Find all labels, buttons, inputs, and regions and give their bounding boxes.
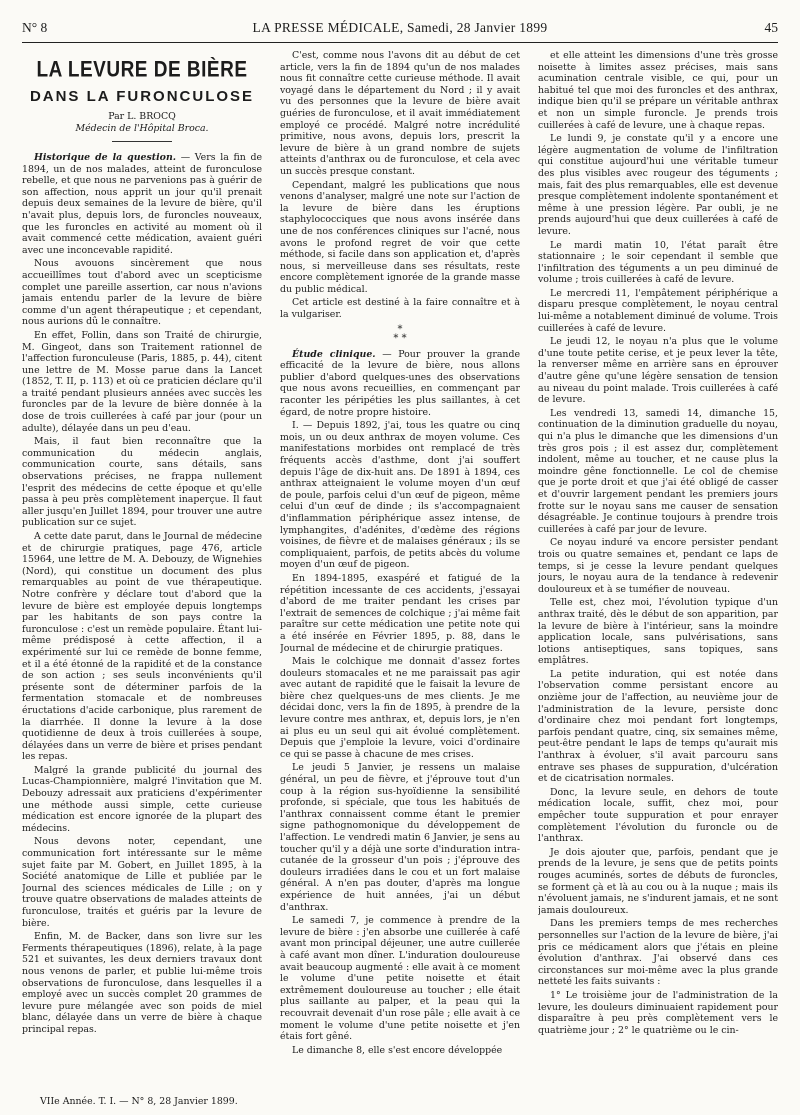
paragraph-text: Le jeudi 5 Janvier, je ressens un malaise général, un peu de fièvre, et j'éprouve tout d'un coup à la région sus-hyoïdienne la sensibilité profonde, si spéciale, que tous les habitués de l'anthrax connaissent comme étant le premier signe pathognomonique du développement de l'affection. Le vendredi matin 6 Janvier, je sens au toucher qu'il y a déjà une sorte d'induration intra-cutanée de la grosseur d'un pois ; j'éprouve des douleurs irradiées dans le cou et un fort malaise général. A n'en pas douter, d'après ma longue expérience de huit années, j'ai un début d'anthrax. [280, 762, 520, 913]
paragraph-text: Cependant, malgré les publications que nous venons d'analyser, malgré une note sur l'action de la levure de bière dans les éruptions staphylococciques que nous avons insérée dans une de nos conférences cliniques sur l'acné, nous avons le profond regret de voir que cette méthode, si facile dans son application et, d'après nous, si merveilleuse dans ses résultats, reste encore complètement ignorée de la grande masse du public médical. [280, 179, 520, 295]
paragraph-text: Dans les premiers temps de mes recherches personnelles sur l'action de la levure de bière, j'ai pris ce médicament alors que j'étais en pleine évolution d'anthrax. J'ai observé dans ces circonstances sur moi-même avec la plus grande netteté les faits suivants : [538, 918, 778, 988]
column-2-body-top [280, 50, 520, 321]
paragraph-text: Nous devons noter, cependant, une communication fort intéressante sur le même sujet faite par M. Gobert, en Juillet 1895, à la Société anatomique de Lille et publiée par le Journal des sciences médicales de Lille ; on y trouve quatre observations de malades atteints de furonculose, traités et guéris par la levure de bière. [22, 836, 262, 929]
column-1 [22, 50, 262, 1089]
paragraph-text: I. — Depuis 1892, j'ai, tous les quatre ou cinq mois, un ou deux anthrax de moyen volume. Ces manifestations morbides ont remplacé de très fréquents accès d'asthme, dont j'ai souffert depuis l'âge de dix-huit ans. De 1891 à 1894, ces anthrax atteignaient le volume moyen d'un œuf de poule, parfois celui d'un œuf de pigeon, même celui d'un œuf de dinde ; ils s'accompagnaient d'inflammation périphérique assez intense, de lymphangites, d'adénites, d'œdème des régions voisines, de fièvre et de malaises généraux ; ils se compliquaient, parfois, de petits abcès du volume moyen d'un œuf de pigeon. [280, 420, 520, 571]
paragraph [538, 240, 778, 286]
paragraph-text: Telle est, chez moi, l'évolution typique d'un anthrax traité, dès le début de son apparition, par la levure de bière à l'intérieur, sans la moindre application locale, sans pulvérisations, sans lotions antiseptiques, sans topiques, sans emplâtres. [538, 597, 778, 667]
paragraph [538, 133, 778, 237]
paragraph-text: Les vendredi 13, samedi 14, dimanche 15, continuation de la diminution graduelle du noyau, qui n'a plus le dimanche que les dimensions d'un très gros pois ; il est assez dur, complètement indolent, même au toucher, et ne cause plus la moindre gêne fonctionnelle. Le col de chemise que je porte droit et que j'ai été obligé de casser et d'ouvrir largement pendant les premiers jours frotte sur le noyau sans me causer de sensation désagréable. Je continue toujours à prendre trois cuillerées à café par jour de levure. [538, 407, 778, 535]
paragraph-text: La petite induration, qui est notée dans l'observation comme persistant encore au onzième jour de l'affection, au neuvième jour de l'administration de la levure, persiste donc d'ordinaire chez moi pendant fort longtemps, parfois pendant quatre, cinq, six semaines même, peut-être pendant le laps de temps qu'aurait mis l'anthrax à évoluer, s'il avait parcouru sans entrave ses phases de suppuration, d'ulcération et de cicatrisation normales. [538, 668, 778, 785]
paragraph [538, 50, 778, 131]
title-rule [112, 141, 172, 142]
column-1-body [22, 152, 262, 1036]
section-heading: Historique de la question. [34, 152, 177, 163]
section-separator-stars: * * * [393, 323, 407, 344]
paragraph [22, 765, 262, 835]
paragraph-text: En effet, Follin, dans son Traité de chirurgie, M. Gingeot, dans son Traitement rationnel de l'affection furonculeuse (Paris, 1885, p. 44), citent une lettre de M. Mosse parue dans la Lancet (1852, T. II, p. 113) et où ce praticien déclare qu'il a traité pendant plusieurs années avec succès les furoncles par de la levure de bière donnée à la dose de trois cuillerées à café par jour (pour un adulte), délayée dans un peu d'eau. [22, 329, 262, 434]
paragraph [280, 180, 520, 296]
paragraph-text: Le mercredi 11, l'empâtement périphérique a disparu presque complètement, le noyau central lui-même a notablement diminué de volume. Trois cuillerées à café de levure. [538, 287, 778, 334]
paragraph-text: En 1894-1895, exaspéré et fatigué de la répétition incessante de ces accidents, j'essayai d'abord de me traiter pendant les crises par l'extrait de semences de colchique ; j'ai même fait paraître sur cette médication une petite note qui a été insérée en Février 1895, p. 88, dans le Journal de médecine et de chirurgie pratiques. [280, 572, 520, 654]
paragraph-text: Le samedi 7, je commence à prendre de la levure de bière : j'en absorbe une cuillerée à café avant mon principal déjeuner, une autre cuillerée à café avant mon dîner. L'induration douloureuse avait beaucoup augmenté : elle avait à ce moment le volume d'une petite noisette et était extrêmement douloureuse au toucher ; elle était plus saillante au palper, et la peau qui la recouvrait devenait d'un rose pâle ; elle avait à ce moment le volume d'une petite noisette et j'en étais fort gêné. [280, 915, 520, 1043]
paragraph [538, 990, 778, 1036]
article-subtitle: DANS LA FURONCULOSE [29, 88, 255, 105]
paragraph [22, 330, 262, 434]
paragraph [22, 436, 262, 529]
paragraph-text: Nous avouons sincèrement que nous accueillîmes tout d'abord avec un scepticisme complet une pareille assertion, car nous n'avions jamais entendu parler de la levure de bière comme d'un agent thérapeutique ; et cependant, nous aurions dû le connaître. [22, 258, 262, 328]
paragraph [280, 762, 520, 913]
paragraph-text: Le jeudi 12, le noyau n'a plus que le volume d'une toute petite cerise, et je peux lever la tête, la renverser même en arrière sans en éprouver d'autre gêne qu'une légère sensation de tension au niveau du point malade. Trois cuillerées à café de levure. [538, 336, 778, 406]
column-3-body [538, 50, 778, 1036]
paragraph [280, 349, 520, 419]
author-affiliation: Médecin de l'Hôpital Broca. [75, 123, 209, 134]
paragraph-text: Cet article est destiné à la faire connaître et à la vulgariser. [280, 297, 520, 321]
paragraph [280, 656, 520, 760]
page-header [22, 20, 778, 43]
paragraph [538, 669, 778, 785]
journal-title: LA PRESSE MÉDICALE, Samedi, 28 Janvier 1899 [252, 20, 548, 35]
paragraph-text: Ce noyau induré va encore persister pendant trois ou quatre semaines et, pendant ce laps de temps, si je cesse la levure pendant quelques jours, le noyau aura de la tendance à redevenir douloureux et à se tuméfier de nouveau. [538, 537, 778, 595]
paragraph-text: Mais, il faut bien reconnaître que la communication du médecin anglais, communication courte, sans détails, sans observations précises, ne frappa nullement l'esprit des médecins de cette époque et qu'elle passa à peu près complètement inaperçue. Il faut aller jusqu'en Juillet 1894, pour trouver une autre publication sur ce sujet. [22, 436, 262, 529]
paragraph [22, 152, 262, 256]
paragraph-text: — Vers la fin de 1894, un de nos malades, atteint de furonculose rebelle, et que nous ne parvenions pas à guérir de son affection, nous apprit un jour qu'il prenait depuis deux semaines de la levure de bière, qu'il n'avait plus, depuis lors, de furoncles nouveaux, que les furoncles en activité au moment où il avait commencé cette médication, avaient guéri avec une inconcevable rapidité. [22, 152, 262, 256]
paragraph-text: Je dois ajouter que, parfois, pendant que je prends de la levure, je sens que de petits points rouges acuminés, sortes de débuts de furoncles, se forment çà et là au cou ou à la nuque ; mais ils n'évoluent jamais, ne s'indurent jamais, et ne sont jamais douloureux. [538, 846, 778, 916]
paragraph [280, 50, 520, 178]
paragraph [538, 336, 778, 406]
paragraph [22, 836, 262, 929]
paragraph [22, 931, 262, 1035]
paragraph-text: et elle atteint les dimensions d'une très grosse noisette à limites assez précises, mais sans acumination centrale visible, ce qui, pour un habitué tel que moi des furoncles et des anthrax, indique bien qu'il se prépare un véritable anthrax et non un simple furoncle. Je prends trois cuillerées à café de levure, une à chaque repas. [538, 50, 778, 131]
paragraph [280, 420, 520, 571]
page-footer: VIIe Année. T. I. — N° 8, 28 Janvier 1899. [40, 1096, 238, 1107]
article-title: LA LEVURE DE BIÈRE [36, 58, 248, 83]
paragraph [22, 531, 262, 763]
issue-number: N° 8 [22, 20, 48, 35]
column-2-body-bottom [280, 349, 520, 1057]
paragraph-text: Le mardi matin 10, l'état paraît être stationnaire ; le soir cependant il semble que l'infiltration des téguments a un peu diminué de volume ; trois cuillerées à café de levure. [538, 239, 778, 286]
paragraph-text: Le dimanche 8, elle s'est encore développée [292, 1044, 503, 1056]
paragraph-text: Donc, la levure seule, en dehors de toute médication locale, suffit, chez moi, pour empêcher toute suppuration et pour enrayer complètement l'évolution du furoncle ou de l'anthrax. [538, 786, 778, 845]
article-author: Par L. BROCQ [108, 111, 176, 122]
column-3 [538, 50, 778, 1089]
page-number: 45 [764, 20, 778, 35]
section-heading: Étude clinique. [292, 348, 376, 360]
paragraph [538, 537, 778, 595]
paragraph [280, 297, 520, 320]
paragraph-text: — Pour prouver la grande efficacité de la levure de bière, nous allons publier d'abord quelques-unes des observations que nous avons recueillies, en commençant par raconter les péripéties les plus saillantes, à cet égard, de notre propre histoire. [280, 348, 520, 418]
paragraph [538, 787, 778, 845]
paragraph-text: Malgré la grande publicité du journal des Lucas-Championnière, malgré l'invitation que M. Debouzy adressait aux praticiens d'expérimenter une méthode aussi simple, cette curieuse médication est encore ignorée de la plupart des médecins. [22, 764, 262, 834]
paragraph-text: Mais le colchique me donnait d'assez fortes douleurs stomacales et ne me paraissait pas agir avec autant de rapidité que le faisait la levure de bière chez quelques-uns de mes clients. Je me décidai donc, vers la fin de 1895, à prendre de la levure contre mes anthrax, et, depuis lors, je n'en ai plus eu un seul qui ait évolué complètement. Depuis que j'emploie la levure, voici d'ordinaire ce qui se passe à chacune de mes crises. [280, 656, 520, 760]
paragraph [538, 918, 778, 988]
paragraph [538, 847, 778, 917]
paragraph [280, 573, 520, 654]
paragraph [22, 258, 262, 328]
paragraph-text: C'est, comme nous l'avons dit au début de cet article, vers la fin de 1894 qu'un de nos malades nous fit connaître cette curieuse méthode. Il avait voyagé dans le département du Nord ; il y avait vu des personnes que la levure de bière avait guéries de furonculose, et il avait immédiatement employé ce procédé. Malgré notre incrédulité primitive, nous avons, depuis lors, prescrit la levure de bière à un grand nombre de sujets atteints d'anthrax ou de furonculose, et cela avec un succès presque constant. [280, 50, 520, 177]
column-2 [280, 50, 520, 1089]
paragraph [538, 597, 778, 667]
paragraph [538, 408, 778, 536]
paragraph [280, 1045, 520, 1057]
text-columns [22, 50, 778, 1089]
paragraph-text: 1° Le troisième jour de l'administration de la levure, les douleurs diminuaient rapidement pour disparaître à peu près complètement vers le quatrième jour ; 2° le quatrième ou le cin- [538, 989, 778, 1036]
paragraph [538, 288, 778, 334]
paragraph-text: Enfin, M. de Backer, dans son livre sur les Ferments thérapeutiques (1896), relate, à la page 521 et suivantes, les deux derniers travaux dont nous venons de parler, et publie lui-même trois observations de furonculose, dans lesquelles il a employé avec un succès complet 20 grammes de levure pure mélangée avec son poids de miel blanc, délayée dans un verre de bière à chaque principal repas. [22, 931, 262, 1035]
paragraph [280, 915, 520, 1043]
paragraph-text: A cette date parut, dans le Journal de médecine et de chirurgie pratiques, page 476, article 15964, une lettre de M. A. Debouzy, de Wignehies (Nord), qui constitue un document des plus remarquables au point de vue thérapeutique. Notre confrère y déclare tout d'abord que la levure de bière est employée depuis longtemps par les habitants de son pays contre la furonculose : c'est un remède populaire. Étant lui-même prédisposé à cette affection, il a expérimenté sur lui ce remède de bonne femme, et il a été étonné de la rapidité et de la constance de son action ; ses seuls inconvénients qu'il présente sont de déterminer parfois de la fermentation stomacale et de nombreuses éructations d'acide carbonique, plus rarement de la diarrhée. Il donne la levure à la dose quotidienne de deux à trois cuillerées à soupe, délayées dans un verre de bière et prises pendant les repas. [22, 531, 262, 763]
paragraph-text: Le lundi 9, je constate qu'il y a encore une légère augmentation de volume de l'infiltration qui constitue aujourd'hui une véritable tumeur des plus visibles avec rougeur des téguments ; mais, fait des plus remarquables, elle est devenue presque complètement indolente spontanément et même à une pression légère. Par oubli, je ne prends aujourd'hui que deux cuillerées à café de levure. [538, 133, 778, 237]
